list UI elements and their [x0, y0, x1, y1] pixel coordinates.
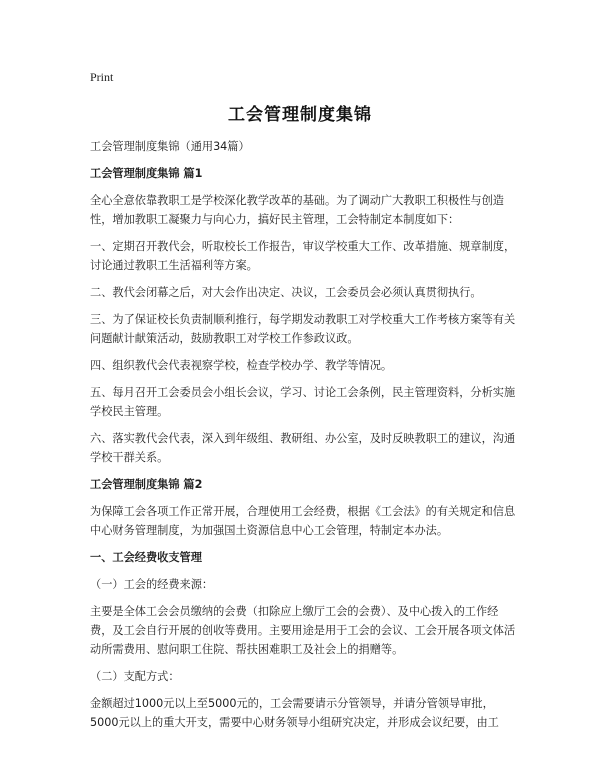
section-1-paragraph: 一、定期召开教代会，听取校长工作报告，审议学校重大工作、改革措施、规章制度，讨论通过教职工生活福利等方案。: [90, 240, 516, 272]
section-2-item-1-label: （一）工会的经费来源：: [90, 578, 214, 591]
section-2-heading: 工会管理制度集锦 篇2: [90, 478, 203, 491]
section-2-intro: 为保障工会各项工作正常开展，合理使用工会经费，根据《工会法》的有关规定和信息中心财务管理制度，为加强国土资源信息中心工会管理，特制定本办法。: [90, 505, 516, 537]
document-body: [90, 137, 520, 740]
section-2-part-1-heading: 一、工会经费收支管理: [90, 551, 202, 564]
section-1-paragraph: 全心全意依靠教职工是学校深化教学改革的基础。为了调动广大教职工积极性与创造性，增加教职工凝聚力与向心力，搞好民主管理，工会特制定本制度如下：: [90, 194, 504, 226]
section-2-item-2-label: （二）支配方式：: [90, 670, 180, 683]
subtitle: 工会管理制度集锦（通用34篇）: [90, 140, 250, 153]
section-1-paragraph: 三、为了保证校长负责制顺利推行，每学期发动教职工对学校重大工作考核方案等有关问题献计献策活动，鼓励教职工对学校工作参政议政。: [90, 313, 516, 345]
section-1-paragraph: 二、教代会闭幕之后，对大会作出决定、决议，工会委员会必须认真贯彻执行。: [90, 286, 482, 299]
section-1-paragraph: 四、组织教代会代表视察学校，检查学校办学、教学等情况。: [90, 359, 393, 372]
section-2-item-1-text: 主要是全体工会会员缴纳的会费（扣除应上缴厅工会的会费）、及中心拨入的工作经费，及工会自行开展的创收等费用。主要用途是用于工会的会议、工会开展各项文体活动所需费用、慰问职工住院、帮扶困难职工及社会上的捐赠等。: [90, 605, 516, 656]
section-1-paragraph: 六、落实教代会代表，深入到年级组、教研组、办公室，及时反映教职工的建议，沟通学校干群关系。: [90, 432, 516, 464]
section-1-paragraph: 五、每月召开工会委员会小组长会议，学习、讨论工会条例，民主管理资料，分析实施学校民主管理。: [90, 386, 516, 418]
print-link[interactable]: Print: [90, 70, 114, 84]
section-1-heading: 工会管理制度集锦 篇1: [90, 167, 203, 180]
section-2-item-2-text: 金额超过1000元以上至5000元的，工会需要请示分管领导，并请分管领导审批，5000元以上的重大开支，需要中心财务领导小组研究决定，并形成会议纪要，由工: [90, 697, 499, 729]
page-title: 工会管理制度集锦: [228, 105, 372, 125]
